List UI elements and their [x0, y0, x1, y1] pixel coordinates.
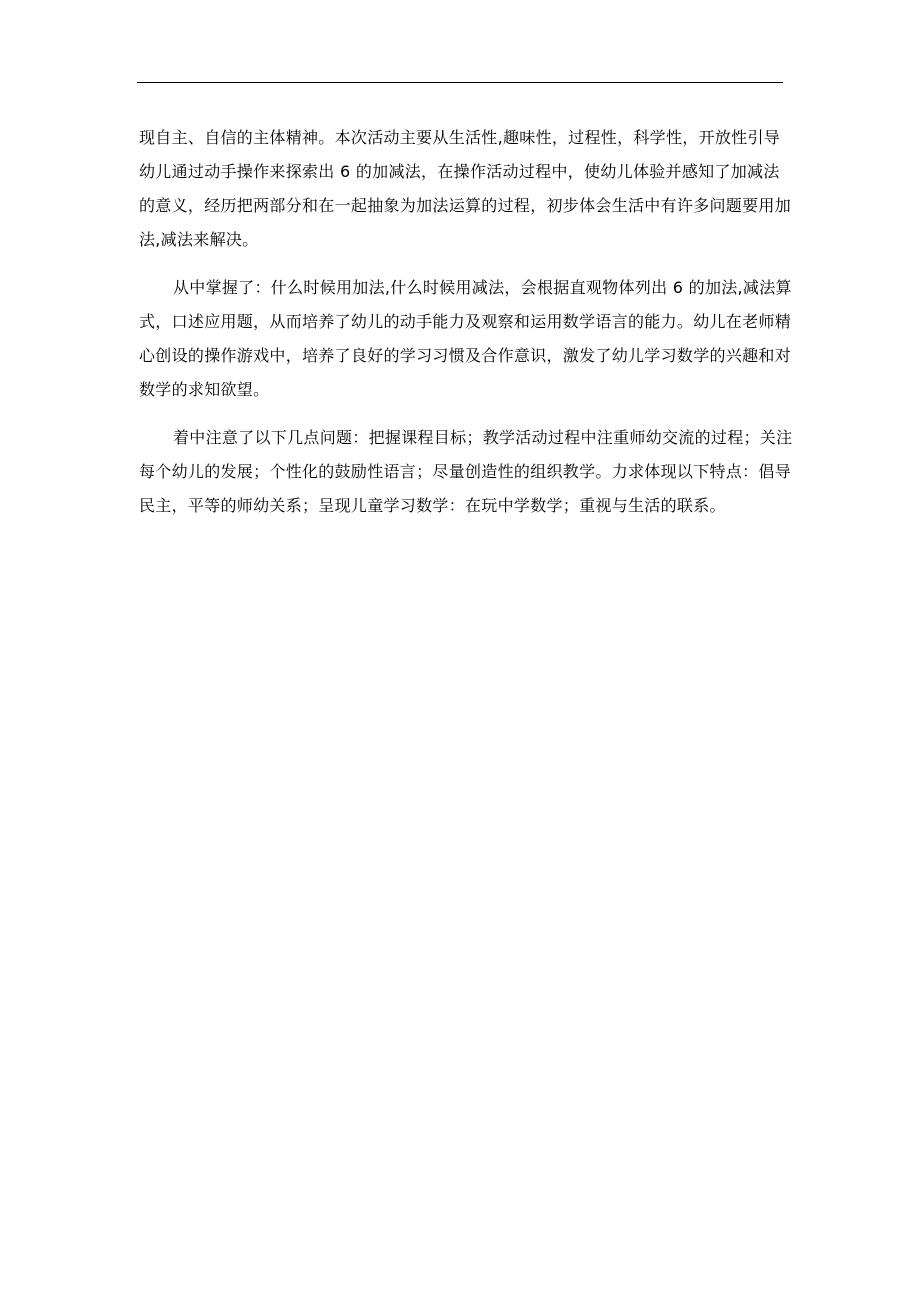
paragraph-3 — [139, 421, 793, 523]
paragraph-2 — [139, 271, 792, 407]
paragraph-line: 民主，平等的师幼关系；呈现儿童学习数学：在玩中学数学；重视与生活的联系。 — [139, 496, 726, 515]
paragraph-line: 法,减法来解决。 — [139, 230, 259, 249]
paragraph-line: 着中注意了以下几点问题：把握课程目标；教学活动过程中注重师幼交流的过程；关注 — [173, 428, 793, 447]
paragraph-line: 现自主、自信的主体精神。本次活动主要从生活性,趣味性，过程性，科学性，开放性引导 — [139, 128, 781, 147]
header-rule — [137, 82, 783, 83]
paragraph-line: 幼儿通过动手操作来探索出 6 的加减法，在操作活动过程中，使幼儿体验并感知了加减法 — [139, 162, 780, 181]
paragraph-line: 每个幼儿的发展；个性化的鼓励性语言；尽量创造性的组织教学。力求体现以下特点：倡导 — [139, 462, 792, 481]
paragraph-line: 心创设的操作游戏中，培养了良好的学习习惯及合作意识，激发了幼儿学习数学的兴趣和对 — [139, 346, 792, 365]
paragraph-line: 式，口述应用题，从而培养了幼儿的动手能力及观察和运用数学语言的能力。幼儿在老师精 — [139, 312, 792, 331]
paragraph-line: 从中掌握了：什么时候用加法,什么时候用减法，会根据直观物体列出 6 的加法,减法算 — [173, 278, 792, 297]
paragraph-line: 的意义，经历把两部分和在一起抽象为加法运算的过程，初步体会生活中有许多问题要用加 — [139, 196, 792, 215]
paragraph-line: 数学的求知欲望。 — [139, 380, 270, 399]
paragraph-1 — [139, 121, 792, 257]
document-body — [139, 121, 793, 537]
